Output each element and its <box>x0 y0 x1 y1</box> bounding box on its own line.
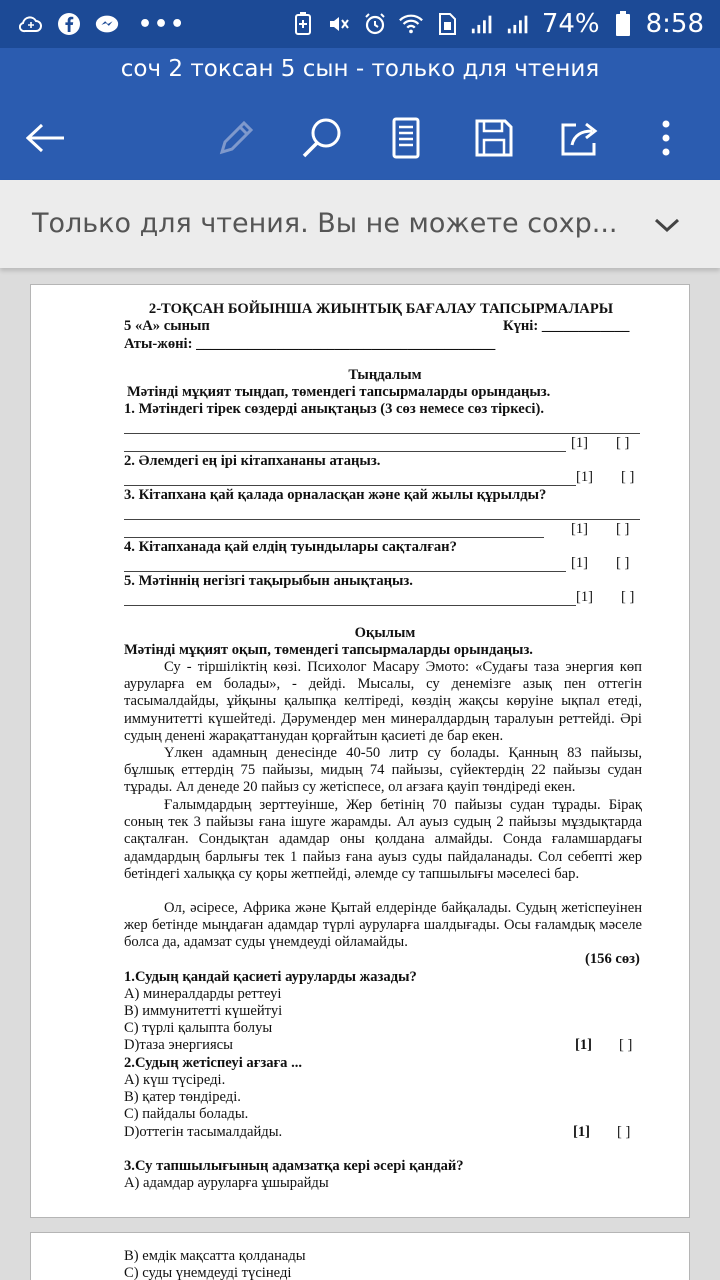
listening-instruction: Мәтінді мұқият тыңдап, төмендегі тапсырмаларды орындаңыз. <box>127 384 551 400</box>
pencil-icon <box>216 118 256 158</box>
more-vertical-icon <box>661 120 671 156</box>
date-label: Күні: ____________ <box>503 318 630 334</box>
battery-percent: 74% <box>541 9 600 39</box>
status-bar <box>0 0 720 48</box>
listening-q2: 2. Әлемдегі ең ірі кітапхананы атаңыз. <box>124 453 381 469</box>
search-icon <box>301 117 343 159</box>
save-icon <box>474 118 514 158</box>
score-box-q1: [ ] <box>616 435 630 451</box>
document-page-1 <box>30 284 690 1218</box>
listening-title: Тыңдалым <box>348 367 422 383</box>
listening-q5: 5. Мәтіннің негізгі тақырыбын анықтаңыз. <box>124 573 413 589</box>
more-notifications: ••• <box>138 11 187 37</box>
answer-line <box>124 537 544 538</box>
read-only-banner[interactable] <box>0 180 720 268</box>
reading-paragraph-4: Ол, әсіресе, Африка және Қытай елдерінде байқалады. Судың жетіспеуінен жер бетінде мыңдаған адамдар түрлі ауруларға шалдығады. Осы ғаламдық мәселе болса да, адамзат суды үнемдеуді ойламайды. <box>124 900 642 951</box>
reading-q1: 1.Судың қандай қасиеті ауруларды жазады? <box>124 969 417 985</box>
reading-q1-option: D)таза энергиясы <box>124 1037 233 1053</box>
toolbar <box>0 106 720 170</box>
mute-icon <box>326 11 352 37</box>
reading-q2-option: A) күш түсіреді. <box>124 1072 226 1088</box>
listening-q4: 4. Кітапханада қай елдің туындылары сақталған? <box>124 539 457 555</box>
name-label: Аты-жөні: _________________________________________ <box>124 336 496 352</box>
answer-line <box>124 519 640 520</box>
reading-paragraph-2: Үлкен адамның денесінде 40-50 литр су болады. Қанның 83 пайызы, бұлшық еттердің 75 пайызы, мидың 74 пайызы, сүйектердің 22 пайызы судан тұрады. Ал денеде 20 пайыз су жетіспесе, ол ағзаға қауіп төндіреді екен. <box>124 745 642 796</box>
arrow-left-icon <box>26 123 66 153</box>
document-title: соч 2 токсан 5 сын - только для чтения <box>120 56 600 82</box>
reading-q1-score-box: [ ] <box>619 1037 633 1053</box>
mark-q3: [1] <box>571 521 589 537</box>
share-icon <box>560 119 600 157</box>
messenger-icon <box>94 11 120 37</box>
document-heading: 2-ТОҚСАН БОЙЫНША ЖИЫНТЫҚ БАҒАЛАУ ТАПСЫРМАЛАРЫ <box>148 301 614 317</box>
reading-title: Оқылым <box>354 625 416 641</box>
banner-text: Только для чтения. Вы не можете сохр... <box>32 208 618 239</box>
reading-q2-option: D)оттегін тасымалдайды. <box>124 1124 283 1140</box>
facebook-icon <box>56 11 82 37</box>
back-button[interactable] <box>14 106 78 170</box>
word-count: (156 сөз) <box>585 951 640 967</box>
save-button[interactable] <box>462 106 526 170</box>
battery-saver-icon <box>290 11 316 37</box>
reading-q1-mark: [1] <box>575 1037 593 1053</box>
score-box-q3: [ ] <box>616 521 630 537</box>
search-button[interactable] <box>290 106 354 170</box>
reading-q3-option: B) емдік мақсатта қолданады <box>124 1248 306 1264</box>
listening-q3: 3. Кітапхана қай қалада орналасқан және қай жылы құрылды? <box>124 487 547 503</box>
listening-q1: 1. Мәтіндегі тірек сөздерді анықтаңыз (3 сөз немесе сөз тіркесі). <box>124 401 544 417</box>
answer-line <box>124 485 576 486</box>
reading-q2-score-box: [ ] <box>617 1124 631 1140</box>
edit-button[interactable] <box>204 106 268 170</box>
answer-line <box>124 433 640 434</box>
reading-q1-option: B) иммунитетті күшейтуі <box>124 1003 283 1019</box>
reading-q3-option: A) адамдар ауруларға ұшырайды <box>124 1175 329 1191</box>
alarm-icon <box>362 11 388 37</box>
score-box-q2: [ ] <box>621 469 635 485</box>
answer-line <box>124 571 566 572</box>
share-button[interactable] <box>548 106 612 170</box>
reading-q2: 2.Судың жетіспеуі ағзаға ... <box>124 1055 303 1071</box>
phone-view-icon <box>391 117 421 159</box>
mark-q4: [1] <box>571 555 589 571</box>
reading-q3: 3.Су тапшылығының адамзатқа кері әсері қандай? <box>124 1158 464 1174</box>
clock: 8:58 <box>645 9 704 39</box>
mark-q5: [1] <box>576 589 594 605</box>
document-page-2 <box>30 1232 690 1280</box>
reading-paragraph-3: Ғалымдардың зерттеуінше, Жер бетінің 70 пайызы судан тұрады. Бірақ соның тек 3 пайызы ғана ішуге жарамды. Ал ауыз судың 2 пайызы мұздықтарда сақталған. Сондықтан адамдар оны қолдана алмайды. Сонда ғаламшардағы адамдардың барлығы тек 1 пайыз ғана ауыз суды пайдаланады. Сол себепті жер бетіндегі халыққа су қоры жетпейді, әлемде су тапшылығы мәселесі бар. <box>124 797 642 882</box>
reading-q2-option: B) қатер төндіреді. <box>124 1089 241 1105</box>
chevron-down-icon[interactable] <box>652 210 682 240</box>
more-options-button[interactable] <box>634 106 698 170</box>
signal-icon <box>470 11 496 37</box>
answer-line <box>124 451 566 452</box>
app-bar <box>0 48 720 180</box>
cloud-sync-icon <box>18 11 44 37</box>
mark-q2: [1] <box>576 469 594 485</box>
reading-q1-option: A) минералдарды реттеуі <box>124 986 282 1002</box>
class-label: 5 «А» сынып <box>124 318 210 334</box>
reading-instruction: Мәтінді мұқият оқып, төмендегі тапсырмаларды орындаңыз. <box>124 642 533 658</box>
reading-q3-option: C) суды үнемдеуді түсінеді <box>124 1265 292 1280</box>
wifi-icon <box>398 11 424 37</box>
reading-q2-option: C) пайдалы болады. <box>124 1106 249 1122</box>
reading-q2-mark: [1] <box>573 1124 591 1140</box>
answer-line <box>124 605 576 606</box>
reading-paragraph-1: Су - тіршіліктің көзі. Психолог Масару Эмото: «Судағы таза энергия көп ауруларға ем болады», - дейді. Мысалы, су денемізге азық пен оттегін тасымалдайды, ұйқыны қалыпқа келтіреді, көздің жақсы көруіне ықпал етеді, иммунитетті күшейтеді. Дәрумендер мен минералдардың таралуын реттейді. Әрі судың денені жарақаттанудан қорғайтын қасиеті де бар екен. <box>124 659 642 744</box>
reading-view-button[interactable] <box>374 106 438 170</box>
sim-icon <box>434 11 460 37</box>
signal-icon-2 <box>506 11 532 37</box>
score-box-q4: [ ] <box>616 555 630 571</box>
score-box-q5: [ ] <box>621 589 635 605</box>
mark-q1: [1] <box>571 435 589 451</box>
reading-q1-option: C) түрлі қалыпта болуы <box>124 1020 273 1036</box>
battery-icon <box>610 11 636 37</box>
